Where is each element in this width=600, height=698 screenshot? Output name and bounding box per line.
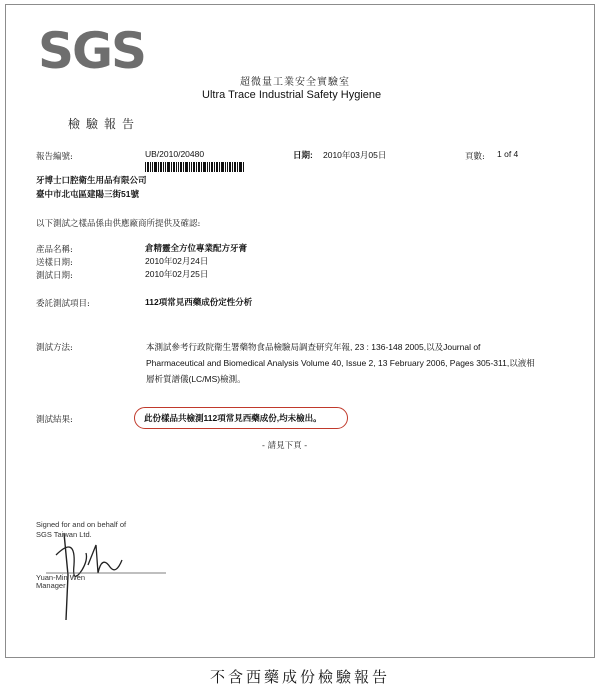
method-text: 本測試參考行政院衛生署藥物食品檢驗局調查研究年報, 23 : 136-148 2005,以及Journal of Pharmaceutical and Biomedical Analysis Volume 40, Issue 2, 13 February 2006, Pages 305-311,以液相層析質譜儀(LC/MS)檢測。 — [146, 342, 535, 384]
report-date: 2010年03月05日 — [323, 150, 387, 160]
signed-for-text: Signed for and on behalf of — [36, 520, 127, 529]
test-item: 112項常見西藥成份定性分析 — [145, 297, 253, 307]
test-date: 2010年02月25日 — [145, 269, 209, 279]
signer-name: Yuan-Min Wen — [36, 573, 86, 582]
continued-note: - 請見下頁 - — [262, 441, 308, 451]
report-page — [5, 4, 595, 658]
signature-company: SGS Taiwan Ltd. — [36, 530, 92, 539]
method-label: 測試方法: — [36, 343, 73, 353]
sample-note: 以下測試之樣品係由供應廠商所提供及確認: — [36, 219, 201, 229]
test-item-label: 委託測試項目: — [36, 299, 90, 309]
page-number: 1 of 4 — [497, 149, 519, 159]
received-date: 2010年02月24日 — [145, 256, 209, 266]
result-label: 測試結果: — [36, 415, 73, 425]
result-text: 此份樣品共檢測112項常見西藥成份,均未檢出。 — [144, 413, 322, 423]
sgs-logo — [38, 22, 146, 80]
test-date-label: 測試日期: — [36, 271, 73, 281]
client-address: 臺中市北屯區建陽三街51號 — [36, 189, 139, 199]
lab-name-en: Ultra Trace Industrial Safety Hygiene — [202, 89, 382, 101]
barcode-icon — [145, 162, 245, 172]
product-name: 倉精靈全方位專業配方牙膏 — [145, 243, 248, 253]
lab-name-cn: 超微量工業安全實驗室 — [240, 77, 350, 88]
signer-title: Manager — [36, 581, 66, 590]
report-number-label: 報告編號: — [36, 152, 73, 162]
report-title: 檢驗報告 — [68, 117, 141, 131]
date-label: 日期: — [293, 150, 313, 160]
received-date-label: 送樣日期: — [36, 258, 73, 268]
client-company: 牙博士口腔衛生用品有限公司 — [36, 175, 147, 185]
logo-text: SGS — [38, 22, 146, 80]
image-caption: 不含西藥成份檢驗報告 — [209, 668, 390, 686]
report-number: UB/2010/20480 — [145, 149, 205, 159]
product-name-label: 產品名稱: — [36, 245, 73, 255]
page-label: 頁數: — [465, 152, 485, 162]
